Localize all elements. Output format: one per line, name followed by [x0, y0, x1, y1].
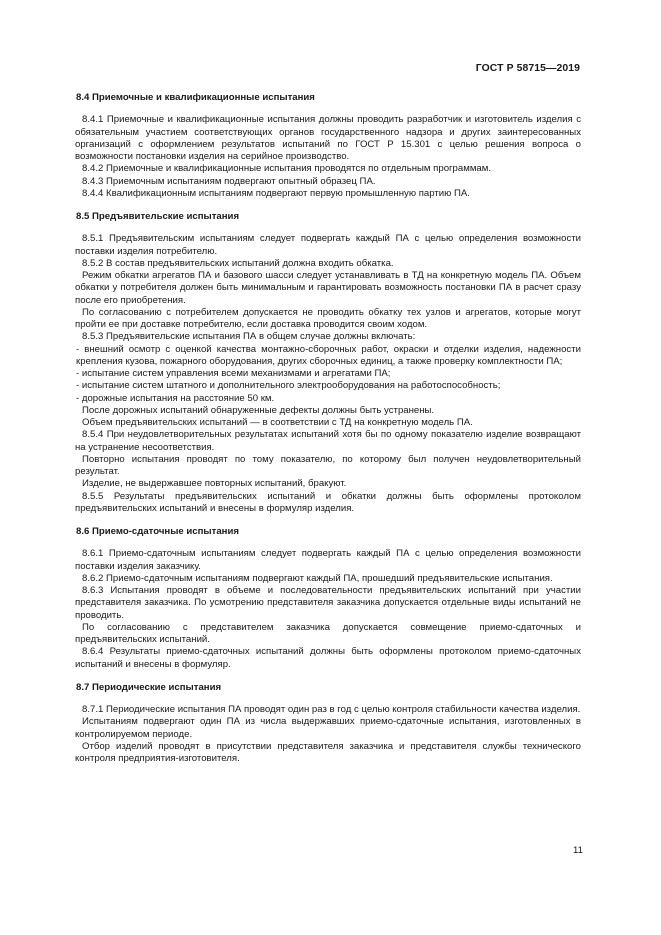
paragraph: 8.6.4 Результаты приемо-сдаточных испытаний должны быть оформлены протоколом приемо-сдаточных испытаний и внесены в формуляр.	[75, 646, 581, 670]
paragraph: Объем предъявительских испытаний — в соответствии с ТД на конкретную модель ПА.	[82, 417, 473, 428]
paragraph: По согласованию с потребителем допускается не проводить обкатку тех узлов и агрегатов, которые могут пройти ее при доставке потребителю, если доставка проводится своим ходом.	[75, 306, 581, 330]
paragraph: 8.4.2 Приемочные и квалификационные испытания проводятся по отдельным программам.	[82, 163, 492, 175]
section-title: 8.5 Предъявительские испытания	[76, 211, 240, 222]
section-title: 8.6 Приемо-сдаточные испытания	[76, 526, 239, 537]
paragraph: По согласованию с представителем заказчика допускается совмещение приемо-сдаточных и предъявительских испытаний.	[75, 621, 581, 645]
paragraph: 8.5.4 При неудовлетворительных результатах испытаний хотя бы по одному показателю изделие возвращают на устранение несоответствия.	[75, 429, 581, 453]
paragraph: Отбор изделий проводят в присутствии представителя заказчика и представителя службы технического контроля предприятия-изготовителя.	[75, 740, 581, 764]
paragraph: Повторно испытания проводят по тому показателю, по которому был получен неудовлетворительный результат.	[75, 453, 581, 477]
paragraph: 8.4.4 Квалификационным испытаниям подвергают первую промышленную партию ПА.	[82, 187, 470, 199]
standard-designation: ГОСТ Р 58715—2019	[475, 63, 580, 74]
paragraph: 8.4.1 Приемочные и квалификационные испытания должны проводить разработчик и изготовитель изделия с обязательным участием соответствующих органов государственного надзора и других заинтересованных организаций с оформлением результатов испытаний по ГОСТ Р 15.301 с целью решения вопроса о возможности постановки изделия на серийное производство.	[75, 114, 581, 162]
list-item: - испытание систем управления всеми механизмами и агрегатами ПА;	[76, 368, 391, 379]
paragraph: 8.5.5 Результаты предъявительских испытаний и обкатки должны быть оформлены протоколом предъявительских испытаний и внесены в формуляр изделия.	[75, 490, 581, 514]
section-8-6	[75, 526, 581, 671]
paragraph: После дорожных испытаний обнаруженные дефекты должны быть устранены.	[82, 404, 435, 416]
section-title: 8.7 Периодические испытания	[76, 681, 222, 693]
paragraph: 8.4.3 Приемочным испытаниям подвергают опытный образец ПА.	[82, 175, 376, 187]
paragraph: 8.7.1 Периодические испытания ПА проводят один раз в год с целью контроля стабильности качества изделия.	[82, 704, 581, 715]
paragraph: 8.6.2 Приемо-сдаточным испытаниям подвергают каждый ПА, прошедший предъявительские испытания.	[82, 572, 553, 584]
paragraph: 8.6.1 Приемо-сдаточным испытаниям следует подвергать каждый ПА с целью определения возможности поставки изделия заказчику.	[75, 548, 581, 572]
list-item: - дорожные испытания на расстояние 50 км.	[76, 392, 275, 404]
paragraph: 8.6.3 Испытания проводят в объеме и последовательности предъявительских испытаний при участии представителя заказчика. По усмотрению представителя заказчика допускается отдельные виды испытаний не проводить.	[75, 585, 581, 621]
paragraph: Режим обкатки агрегатов ПА и базового шасси следует устанавливать в ТД на конкретную модель ПА. Объем обкатки у потребителя должен быть минимальным и гарантировать возможность постановки ПА в расчет сразу после его приобретения.	[75, 270, 581, 306]
paragraph: Испытаниям подвергают один ПА из числа выдержавших приемо-сдаточные испытания, изготовленных в контролируемом периоде.	[75, 716, 581, 740]
section-8-4	[75, 92, 581, 200]
document-body	[75, 92, 581, 765]
section-8-7	[75, 682, 581, 766]
list-item: - внешний осмотр с оценкой качества монтажно-сборочных работ, окраски и отделки изделия, надежности крепления кузова, пожарного оборудования, других сборочных единиц, а также проверку комплектности ПА;	[76, 343, 581, 367]
list-item: - испытание систем штатного и дополнительного электрооборудования на работоспособность;	[76, 380, 501, 392]
section-8-5	[75, 211, 581, 515]
page-number: 11	[573, 845, 583, 856]
paragraph: 8.5.2 В состав предъявительских испытаний должна входить обкатка.	[82, 257, 394, 269]
paragraph: Изделие, не выдержавшее повторных испытаний, бракуют.	[82, 478, 347, 490]
paragraph: 8.5.1 Предъявительским испытаниям следует подвергать каждый ПА с целью определения возможности поставки изделия потребителю.	[75, 233, 581, 257]
section-title: 8.4 Приемочные и квалификационные испытания	[76, 92, 315, 103]
paragraph: 8.5.3 Предъявительские испытания ПА в общем случае должны включать:	[82, 331, 416, 343]
